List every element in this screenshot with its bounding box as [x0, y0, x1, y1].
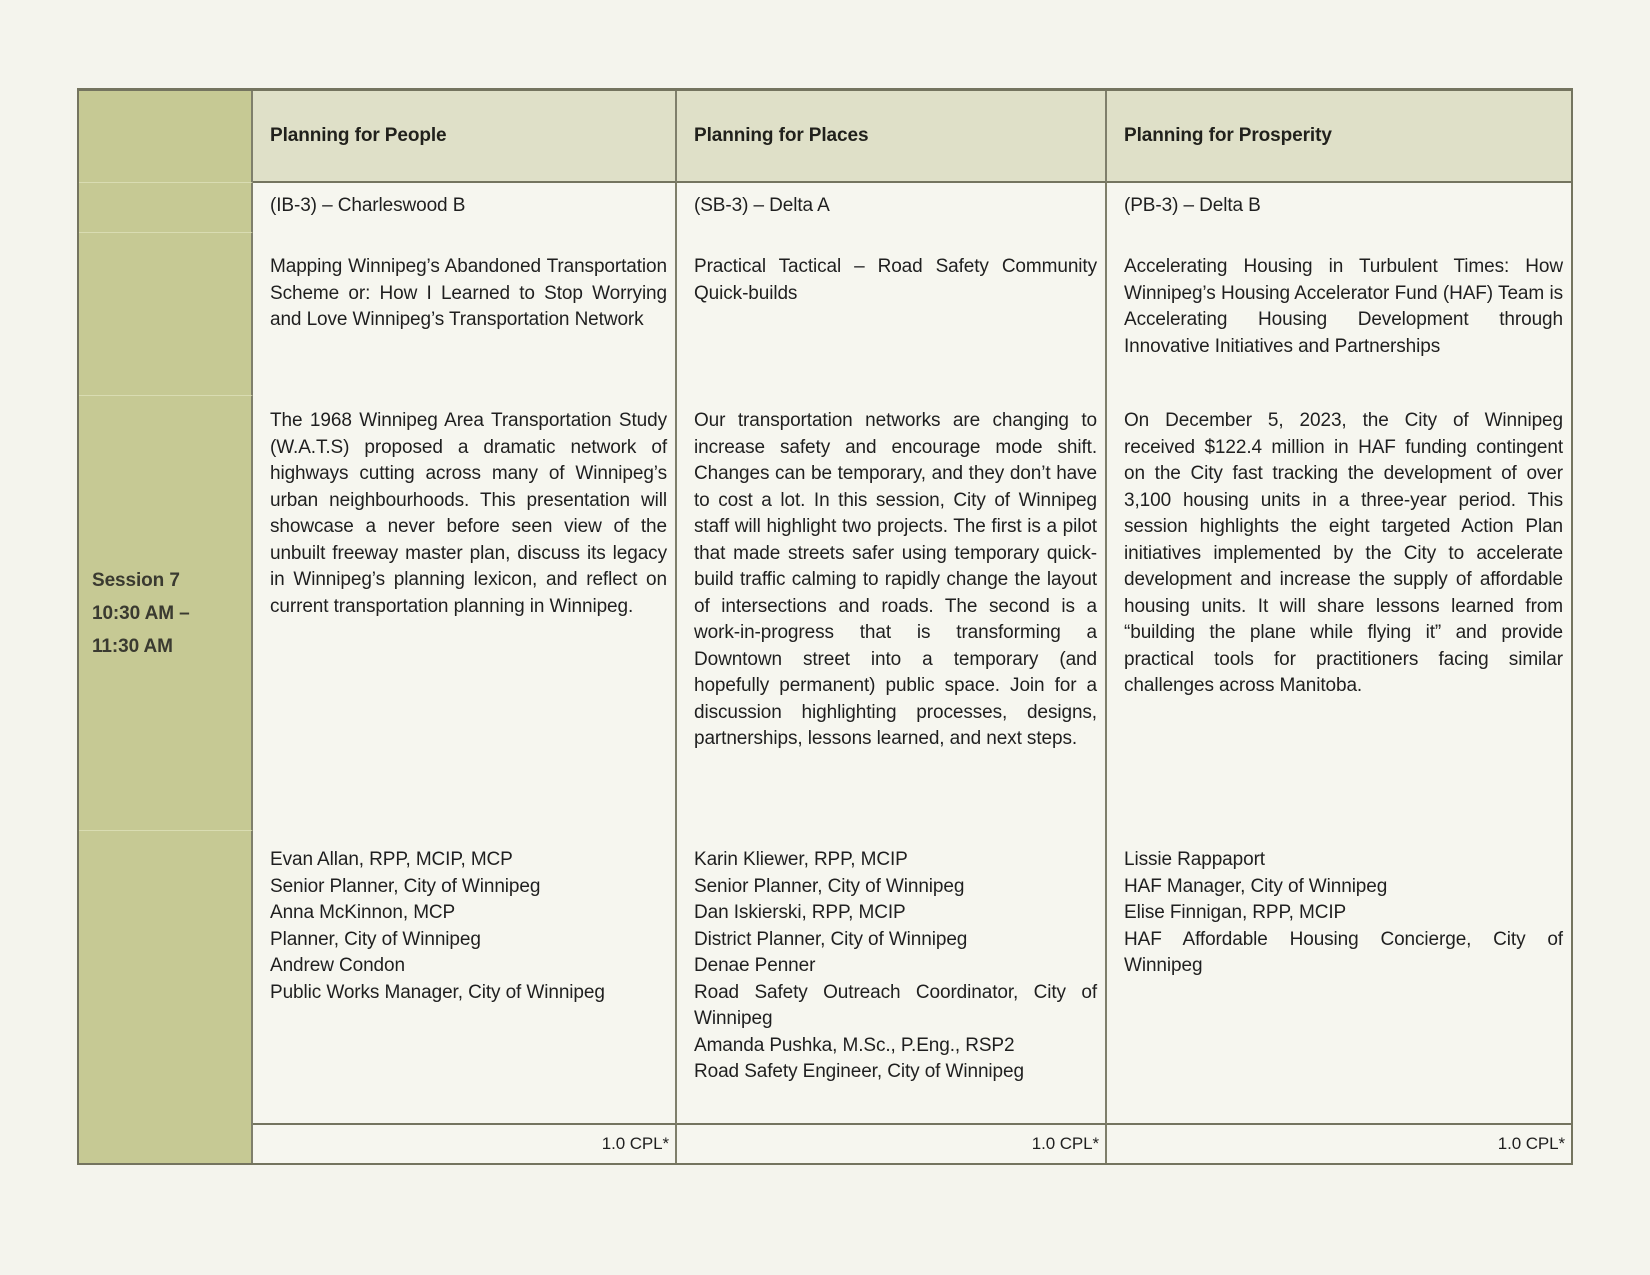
session-description-people: The 1968 Winnipeg Area Transportation Study (W.A.T.S) proposed a dramatic network of highways cutting across many of Winnipeg’s urban neighbourhoods. This presentation will showcase a never before seen view of the unbuilt freeway master plan, discuss its legacy in Winnipeg’s planning lexicon, and reflect on current transportation planning in Winnipeg. — [253, 396, 677, 831]
speaker-line: Lissie Rappaport — [1124, 849, 1265, 870]
speaker-line: Karin Kliewer, RPP, MCIP — [694, 849, 908, 870]
session-description-prosperity: On December 5, 2023, the City of Winnipeg received $122.4 million in HAF funding contingent on the City fast tracking the development of over 3,100 housing units in a three-year period. This session highlights the eight targeted Action Plan initiatives implemented by the City to accelerate development and increase the supply of affordable housing units. It will share lessons learned from “building the plane while flying it” and provide practical tools for practitioners facing similar challenges across Manitoba. — [1124, 410, 1563, 696]
speaker-line: Anna McKinnon, MCP — [270, 902, 456, 923]
speaker-line: Evan Allan, RPP, MCIP, MCP — [270, 849, 513, 870]
left-column-spacer — [79, 1125, 253, 1163]
column-header-people — [253, 91, 677, 183]
speakers-prosperity — [1107, 831, 1571, 1125]
left-column-spacer — [79, 183, 253, 233]
cpl-credit-people: 1.0 CPL* — [253, 1125, 677, 1163]
speaker-line: Amanda Pushka, M.Sc., P.Eng., RSP2 — [694, 1034, 1015, 1056]
cpl-credit-prosperity: 1.0 CPL* — [1497, 1133, 1565, 1153]
cpl-credit-places: 1.0 CPL* — [677, 1125, 1107, 1163]
session-description-places: Our transportation networks are changing to increase safety and encourage mode shift. Changes can be temporary, and they don’t have to cost a lot. In this session, City of Winnipeg staff will highlight two projects. The first is a pilot that made streets safer using temporary quick-build traffic calming to rapidly change the layout of intersections and roads. The second is a work-in-progress that is transforming a Downtown street into a temporary (and hopefully permanent) public space. Join for a discussion highlighting processes, designs, partnerships, lessons learned, and next steps. — [677, 396, 1107, 831]
speaker-line: Elise Finnigan, RPP, MCIP — [1124, 902, 1347, 923]
speaker-line: Andrew Condon — [270, 955, 405, 976]
left-column-spacer — [79, 233, 253, 396]
speaker-line: Planner, City of Winnipeg — [270, 928, 481, 950]
session-code-places: (SB-3) – Delta A — [677, 183, 1107, 233]
speaker-line: Denae Penner — [694, 955, 816, 976]
speakers-people — [253, 831, 677, 1125]
speaker-line: Road Safety Outreach Coordinator, City of Winnipeg — [694, 981, 1097, 1029]
session-row-label — [79, 396, 253, 831]
column-header-label: Planning for Prosperity — [1124, 124, 1332, 146]
session-time-start: 10:30 AM – — [92, 602, 190, 624]
session-title-places: Practical Tactical – Road Safety Community Quick-builds — [677, 233, 1107, 396]
speaker-line: Senior Planner, City of Winnipeg — [694, 875, 965, 897]
column-header-label: Planning for Places — [694, 124, 869, 146]
speaker-line: Senior Planner, City of Winnipeg — [270, 875, 541, 897]
session-code-people: (IB-3) – Charleswood B — [253, 183, 677, 233]
speaker-line: HAF Manager, City of Winnipeg — [1124, 875, 1388, 897]
left-column-spacer — [79, 831, 253, 1125]
session-time-end: 11:30 AM — [92, 635, 173, 657]
session-title-prosperity: Accelerating Housing in Turbulent Times: How Winnipeg’s Housing Accelerator Fund (HAF) Team is Accelerating Housing Development through Innovative Initiatives and Partnerships — [1124, 256, 1563, 357]
column-header-places — [677, 91, 1107, 183]
session-number: Session 7 — [92, 569, 180, 591]
speaker-line: Road Safety Engineer, City of Winnipeg — [694, 1061, 1024, 1082]
session-title-people: Mapping Winnipeg’s Abandoned Transportation Scheme or: How I Learned to Stop Worrying and Love Winnipeg’s Transportation Network — [253, 233, 677, 396]
speakers-places — [677, 831, 1107, 1125]
speaker-line: District Planner, City of Winnipeg — [694, 928, 968, 950]
speaker-line: Dan Iskierski, RPP, MCIP — [694, 902, 906, 923]
speaker-line: HAF Affordable Housing Concierge, City of Winnipeg — [1124, 928, 1563, 976]
session-schedule-table — [77, 88, 1573, 1165]
session-code-prosperity: (PB-3) – Delta B — [1124, 195, 1261, 216]
column-header-label: Planning for People — [270, 124, 447, 146]
speaker-line: Public Works Manager, City of Winnipeg — [270, 981, 605, 1003]
column-header-prosperity — [1107, 91, 1571, 183]
header-corner-cell — [79, 91, 253, 183]
